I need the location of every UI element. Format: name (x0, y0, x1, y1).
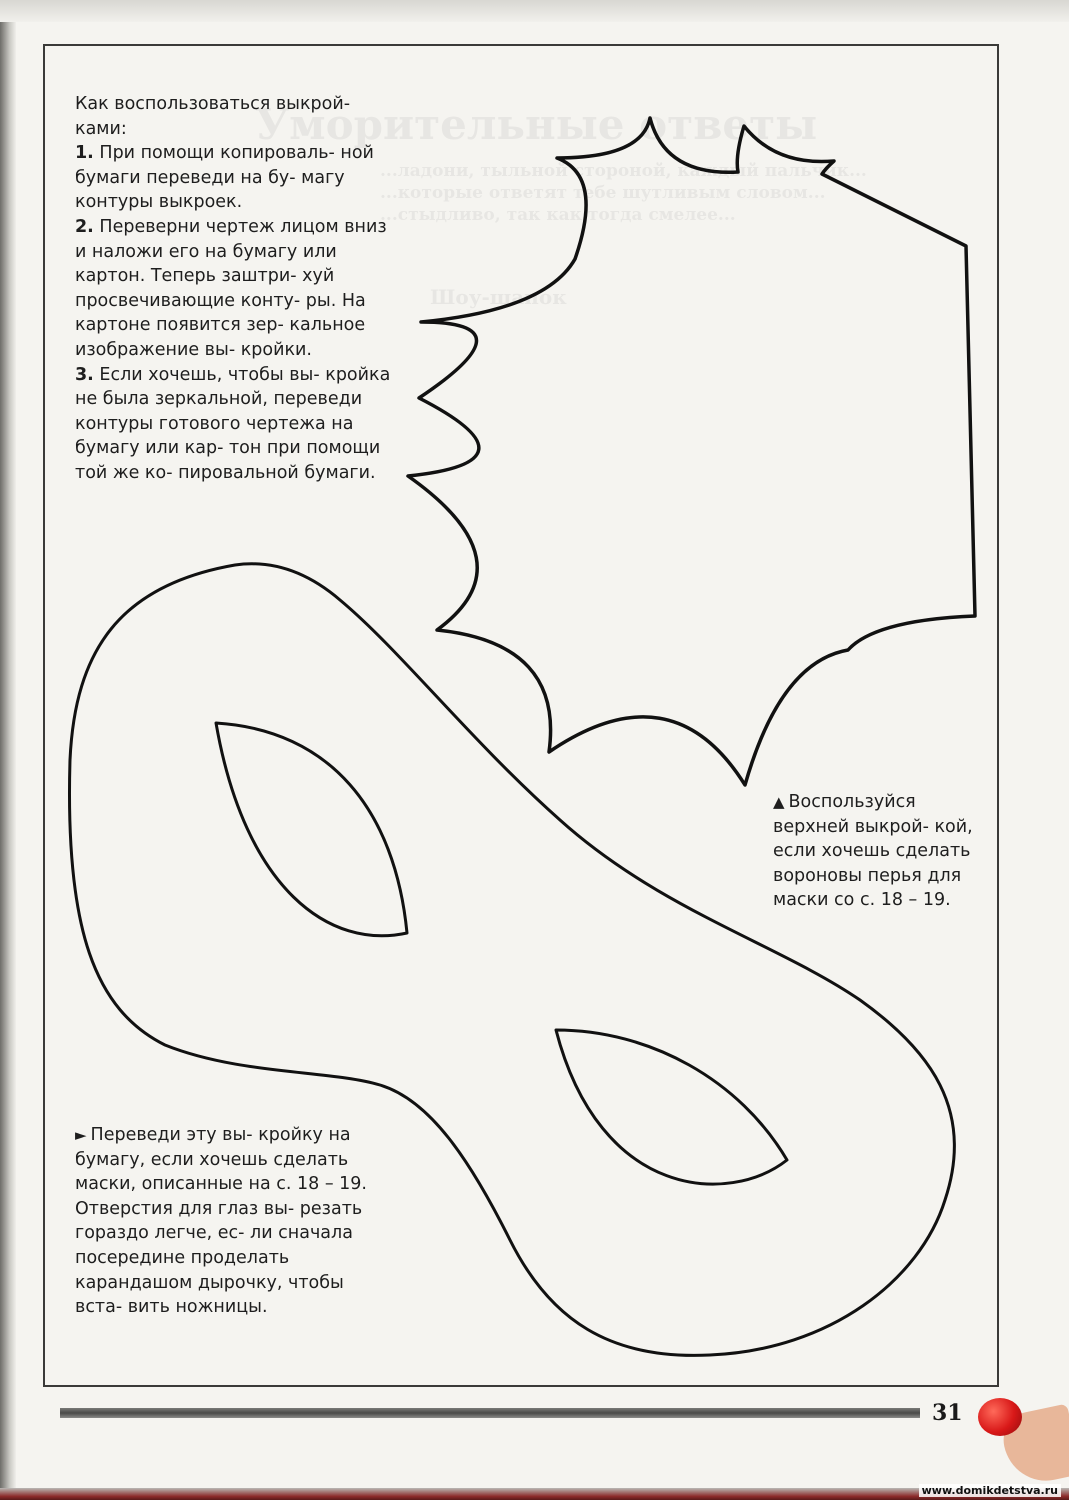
feather-pattern-outline (408, 118, 975, 785)
red-ball-image (978, 1398, 1022, 1436)
mask-caption-text: Переведи эту вы- кройку на бумагу, если хочешь сделать маски, описанные на с. 18 – 19. Отверстия для глаз вы- резать гораздо легче, ес- ли сначала посередине проделать карандашом дырочку, чтобы вста- вить ножницы. (75, 1125, 367, 1318)
step-number: 1. (75, 143, 94, 164)
ghost-subtitle: Шоу-шапок (430, 285, 567, 309)
step-text: При помощи копироваль- ной бумаги переведи на бу- магу контуры выкроек. (75, 143, 374, 213)
mask-caption (75, 1123, 375, 1320)
ghost-title: Уморительные ответы (255, 100, 818, 149)
page-bottom-edge (0, 1488, 1069, 1500)
right-eye-hole (556, 1030, 787, 1184)
step-text: Переверни чертеж лицом вниз и наложи его на бумагу или картон. Теперь заштри- хуй просвечивающие конту- ры. На картоне появится зер- кальное изображение вы- кройки. (75, 216, 387, 360)
ghost-line: ...ладони, тыльной стороной, каждый пальчик... (380, 161, 867, 181)
instructions-block (75, 92, 395, 486)
site-watermark: www.domikdetstva.ru (919, 1484, 1061, 1497)
step-number: 3. (75, 364, 94, 385)
instruction-step-1 (75, 141, 395, 215)
step-number: 2. (75, 216, 94, 237)
page-number: 31 (932, 1400, 963, 1426)
footer-rule (60, 1408, 920, 1418)
left-eye-hole (216, 723, 407, 936)
instruction-step-3 (75, 363, 395, 486)
feather-caption (773, 790, 973, 913)
ghost-line: ...которые ответят тебе шутливым словом... (380, 183, 826, 203)
instructions-heading: Как воспользоваться выкрой- ками: (75, 94, 351, 139)
right-triangle-icon: ► (75, 1126, 87, 1144)
instruction-step-2 (75, 215, 395, 363)
feather-caption-text: Воспользуйся верхней выкрой- кой, если хочешь сделать вороновы перья для маски со с. 18 – 19. (773, 792, 973, 911)
step-text: Если хочешь, чтобы вы- кройка не была зеркальной, переведи контуры готового чертежа на бумагу или кар- тон при помощи той же ко- пировальной бумаги. (75, 364, 391, 483)
up-triangle-icon: ▲ (773, 793, 785, 811)
ghost-line: ...стыдливо, так как тогда смелее... (380, 205, 736, 225)
